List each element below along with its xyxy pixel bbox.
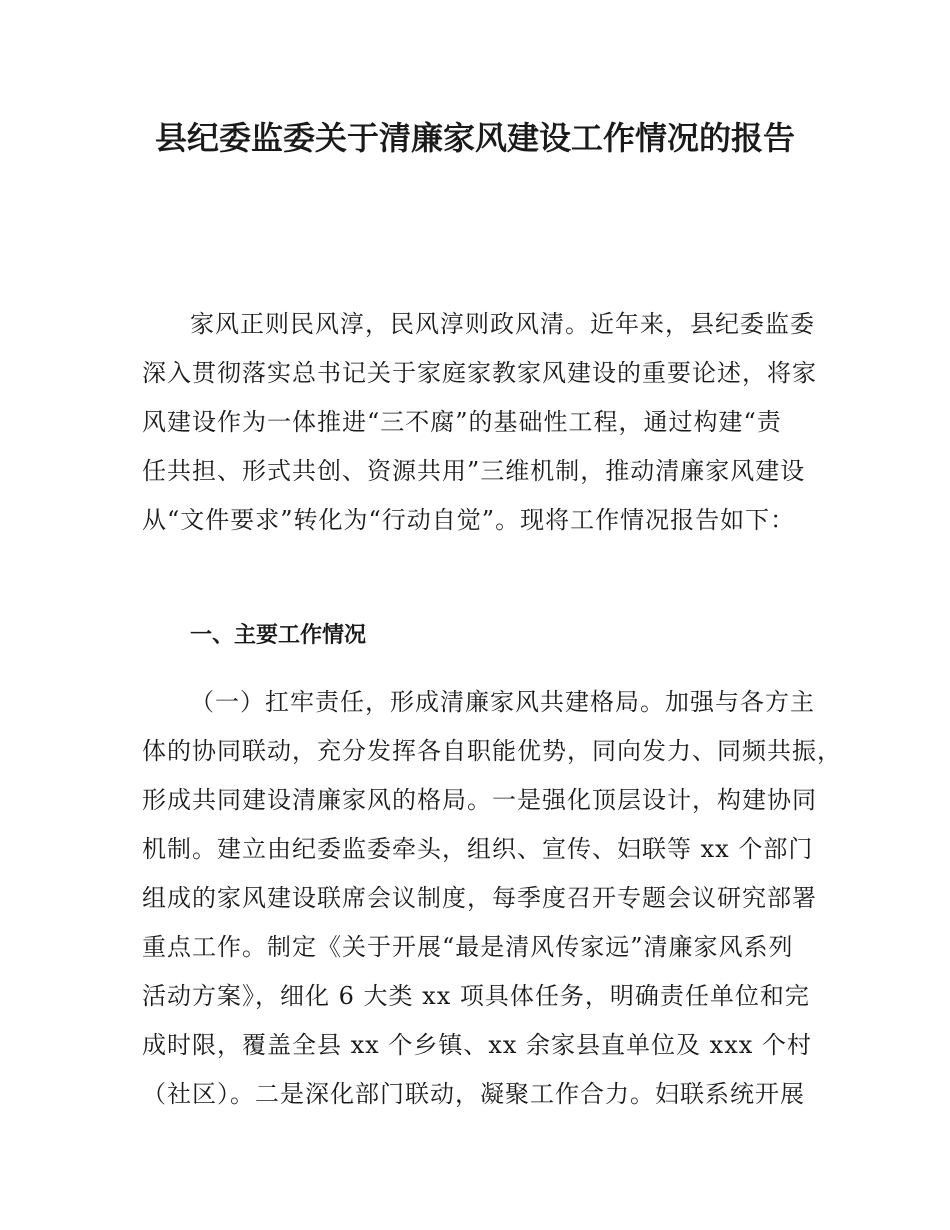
- section-heading: 一、主要工作情况: [190, 623, 367, 648]
- section-line: 机制。建立由纪委监委牵头，组织、宣传、妇联等 xx 个部门: [142, 835, 814, 863]
- section-line: 重点工作。制定《关于开展“最是清风传家远”清廉家风系列: [142, 933, 794, 961]
- intro-line: 任共担、形式共创、资源共用”三维机制，推动清廉家风建设: [142, 457, 806, 485]
- intro-line: 风建设作为一体推进“三不腐”的基础性工程，通过构建“责: [142, 408, 782, 436]
- document-title: 县纪委监委关于清廉家风建设工作情况的报告: [154, 119, 795, 157]
- section-line: （社区）。二是深化部门联动，凝聚工作合力。妇联系统开展: [142, 1080, 805, 1108]
- section-line: 组成的家风建设联席会议制度，每季度召开专题会议研究部署: [142, 884, 817, 912]
- section-line: 体的协同联动，充分发挥各自职能优势，同向发力、同频共振，: [142, 737, 842, 765]
- section-line: 成时限，覆盖全县 xx 个乡镇、xx 余家县直单位及 xxx 个村: [142, 1031, 812, 1059]
- section-line: 形成共同建设清廉家风的格局。一是强化顶层设计，构建协同: [142, 786, 817, 814]
- intro-line: 深入贯彻落实总书记关于家庭家教家风建设的重要论述，将家: [142, 359, 817, 387]
- section-line: 活动方案》，细化 6 大类 xx 项具体任务，明确责任单位和完: [142, 982, 810, 1010]
- intro-line: 从“文件要求”转化为“行动自觉”。现将工作情况报告如下：: [142, 506, 796, 534]
- section-line: （一）扛牢责任，形成清廉家风共建格局。加强与各方主: [190, 688, 815, 716]
- intro-line: 家风正则民风淳，民风淳则政风清。近年来，县纪委监委: [190, 310, 815, 338]
